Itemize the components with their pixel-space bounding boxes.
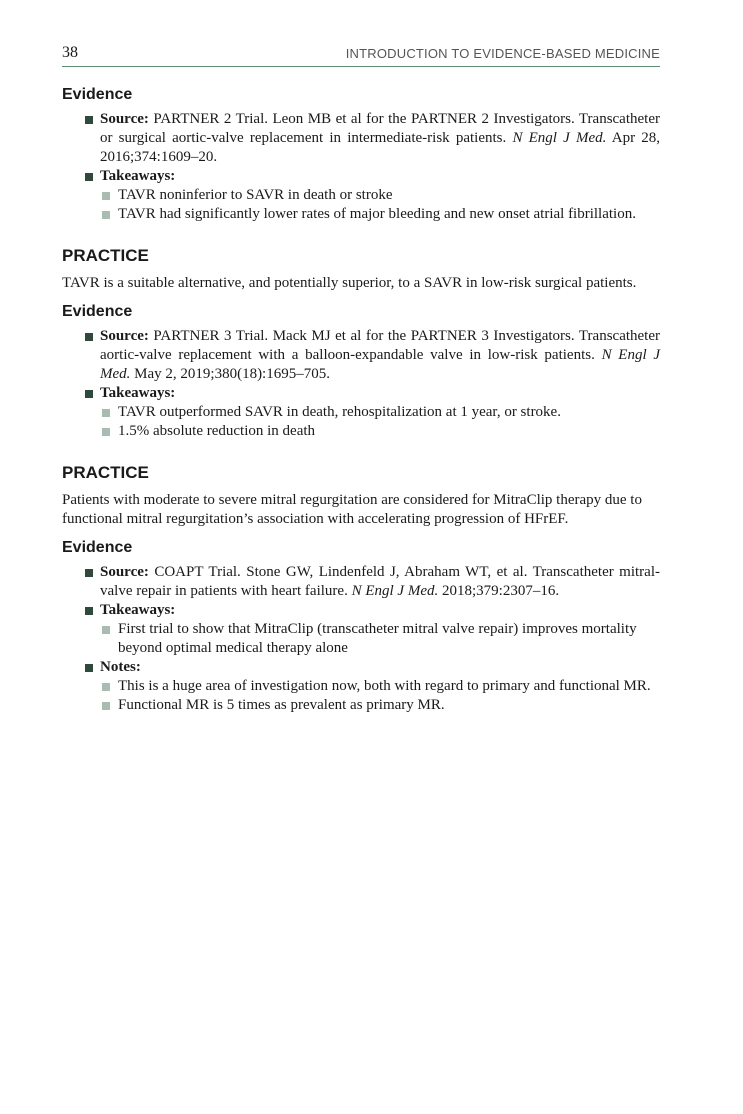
takeaways-label: Takeaways: [100,602,176,618]
practice-text: Patients with moderate to severe mitral regurgitation are considered for MitraClip therapy due to functional mitral regurgitation’s association with accelerating progression of HFrEF. [62,492,642,527]
takeaways-list [100,186,660,224]
note-text: Functional MR is 5 times as prevalent as primary MR. [118,697,445,713]
page-header [62,44,660,67]
takeaway-item [118,422,660,441]
light-square-bullet-icon [102,683,110,691]
takeaways-list [100,620,660,658]
takeaways-item [100,601,660,658]
source-label: Source: [100,564,149,580]
takeaways-item [100,167,660,224]
light-square-bullet-icon [102,409,110,417]
source-text: COAPT Trial. Stone GW, Lindenfeld J, Abraham WT, et al. Transcatheter mitral-valve repair in patients with heart failure. [100,564,660,599]
source-label: Source: [100,111,149,127]
light-square-bullet-icon [102,626,110,634]
note-text: This is a huge area of investigation now, both with regard to primary and functional MR. [118,678,651,694]
source-item [100,327,660,384]
practice-text: TAVR is a suitable alternative, and potentially superior, to a SAVR in low-risk surgical patients. [62,275,637,291]
takeaway-text: TAVR outperformed SAVR in death, rehospitalization at 1 year, or stroke. [118,404,561,420]
running-head: INTRODUCTION TO EVIDENCE-BASED MEDICINE [345,46,660,61]
practice-heading: PRACTICE [62,246,149,265]
notes-item [100,658,660,715]
takeaways-label: Takeaways: [100,168,176,184]
source-citation: 2018;379:2307–16. [438,583,560,599]
page-number: 38 [62,44,78,61]
light-square-bullet-icon [102,211,110,219]
page-body [62,86,660,715]
takeaway-item [118,205,660,224]
square-bullet-icon [85,173,93,181]
takeaways-list [100,403,660,441]
takeaways-label: Takeaways: [100,385,176,401]
source-label: Source: [100,328,149,344]
takeaway-text: TAVR had significantly lower rates of major bleeding and new onset atrial fibrillation. [118,206,636,222]
evidence-heading: Evidence [62,86,133,103]
evidence-list [62,327,660,441]
light-square-bullet-icon [102,702,110,710]
evidence-list [62,110,660,224]
practice-section-tavr-low-risk [62,246,660,441]
notes-list [100,677,660,715]
source-citation: May 2, 2019;380(18):1695–705. [130,366,330,382]
takeaway-text: 1.5% absolute reduction in death [118,423,316,439]
light-square-bullet-icon [102,192,110,200]
square-bullet-icon [85,333,93,341]
square-bullet-icon [85,664,93,672]
practice-heading: PRACTICE [62,463,149,482]
evidence-heading: Evidence [62,539,133,556]
source-journal: N Engl J Med. [351,583,439,599]
square-bullet-icon [85,607,93,615]
takeaway-text: First trial to show that MitraClip (transcatheter mitral valve repair) improves mortality beyond optimal medical therapy alone [118,621,637,656]
takeaways-item [100,384,660,441]
source-item [100,563,660,601]
square-bullet-icon [85,569,93,577]
takeaway-item [118,403,660,422]
evidence-list [62,563,660,715]
takeaway-text: TAVR noninferior to SAVR in death or stroke [118,187,393,203]
notes-label: Notes: [100,659,141,675]
source-text: PARTNER 2 Trial. Leon MB et al for the PARTNER 2 Investigators. Transcatheter or surgical aortic-valve replacement in intermediate-risk patients. [100,111,660,146]
takeaway-item [118,620,660,658]
source-item [100,110,660,167]
light-square-bullet-icon [102,428,110,436]
practice-section-mitraclip [62,463,660,715]
evidence-section-partner2 [62,86,660,224]
source-citation: Apr 28, 2016;374:1609–20. [100,130,661,165]
square-bullet-icon [85,390,93,398]
source-journal: N Engl J Med. [512,130,607,146]
note-item [118,696,660,715]
source-text: PARTNER 3 Trial. Mack MJ et al for the PARTNER 3 Investigators. Transcatheter aortic-valve replacement with a balloon-expandable valve in low-risk patients. [100,328,660,363]
takeaway-item [118,186,660,205]
source-journal: N Engl J Med. [100,347,660,382]
evidence-heading: Evidence [62,303,133,320]
note-item [118,677,660,696]
square-bullet-icon [85,116,93,124]
